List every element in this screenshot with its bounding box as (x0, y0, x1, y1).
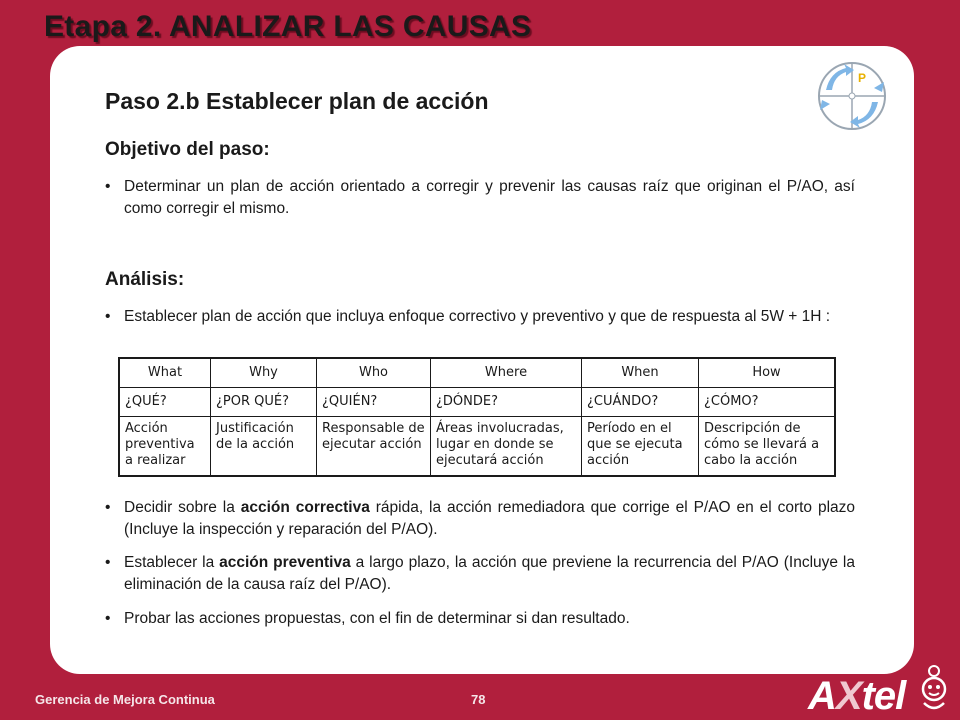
table-description-row (119, 417, 835, 477)
table-header-row (119, 358, 835, 388)
bullet-dot: • (105, 610, 111, 627)
corrective-text: Decidir sobre la acción correctiva rápida, la acción remediadora que corrige el P/AO en el corto plazo (Incluye la inspección y reparación del P/AO). (124, 499, 855, 538)
table-cell: Justificación de la acción (211, 417, 317, 477)
bullet-dot: • (105, 554, 111, 571)
table-cell: ¿DÓNDE? (431, 388, 582, 417)
preventive-bullet (105, 552, 855, 596)
pdca-label: P (858, 71, 867, 85)
five-w-one-h-table (118, 357, 836, 477)
preventive-emphasis: acción preventiva (219, 554, 351, 571)
analysis-bullet (105, 306, 855, 328)
objective-heading: Objetivo del paso: (105, 139, 270, 160)
analysis-heading: Análisis: (105, 269, 185, 290)
slide-title: Etapa 2. ANALIZAR LAS CAUSAS (44, 10, 532, 43)
table-cell: Why (211, 358, 317, 388)
analysis-text: Establecer plan de acción que incluya enfoque correctivo y preventivo y que de respuesta al 5W + 1H : (124, 308, 831, 325)
table-cell: Responsable de ejecutar acción (317, 417, 431, 477)
corrective-bullet (105, 497, 855, 541)
table-cell: When (582, 358, 699, 388)
footer-department: Gerencia de Mejora Continua (35, 692, 215, 707)
bullet-dot: • (105, 308, 111, 325)
table-cell: Descripción de cómo se llevará a cabo la acción (699, 417, 836, 477)
test-text: Probar las acciones propuestas, con el fin de determinar si dan resultado. (124, 610, 630, 627)
table-cell: ¿CÓMO? (699, 388, 836, 417)
objective-bullet (105, 176, 855, 220)
table-cell: What (119, 358, 211, 388)
table-cell: Período en el que se ejecuta acción (582, 417, 699, 477)
table-question-row (119, 388, 835, 417)
table-cell: Acción preventiva a realizar (119, 417, 211, 477)
table-cell: Where (431, 358, 582, 388)
table-cell: ¿QUIÉN? (317, 388, 431, 417)
bullet-dot: • (105, 178, 111, 195)
pdca-cycle-icon (816, 60, 888, 132)
table-cell: How (699, 358, 836, 388)
mascot-icon (914, 663, 954, 715)
corrective-emphasis: acción correctiva (240, 499, 370, 516)
table-cell: Áreas involucradas, lugar en donde se ejecutará acción (431, 417, 582, 477)
table-cell: ¿POR QUÉ? (211, 388, 317, 417)
table-cell: ¿CUÁNDO? (582, 388, 699, 417)
test-bullet (105, 608, 855, 630)
table-cell: ¿QUÉ? (119, 388, 211, 417)
step-title: Paso 2.b Establecer plan de acción (105, 88, 489, 114)
bullet-dot: • (105, 499, 111, 516)
objective-text: Determinar un plan de acción orientado a corregir y prevenir las causas raíz que originan el P/AO, así como corregir el mismo. (124, 178, 855, 217)
table-cell: Who (317, 358, 431, 388)
axtel-logo: AXtel (808, 674, 906, 718)
page-number: 78 (471, 692, 486, 707)
preventive-text: Establecer la acción preventiva a largo plazo, la acción que previene la recurrencia del P/AO (Incluye la eliminación de la causa raíz del P/AO). (124, 554, 855, 593)
